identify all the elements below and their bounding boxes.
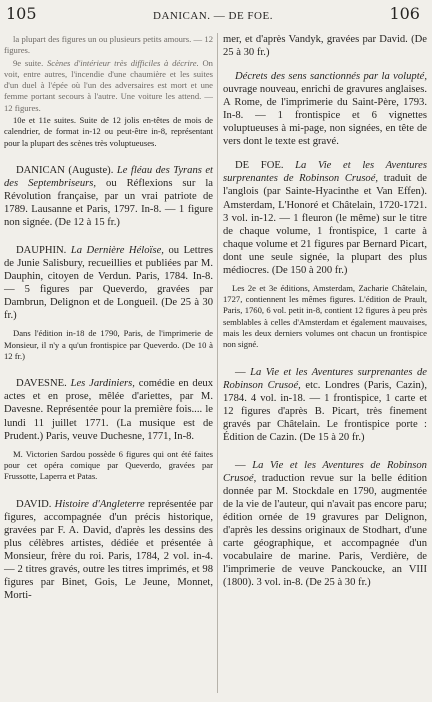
left-page-number: 105 [6, 4, 37, 23]
suite-9-prefix: 9e suite. [13, 57, 47, 68]
right-column [223, 33, 427, 589]
robinson-1784-dash: — [235, 366, 251, 378]
entry-davesne [4, 377, 213, 442]
danican-title: Le fléau des Tyrans et des Septembriseurs, [4, 164, 213, 190]
entry-suite-10-11 [4, 115, 213, 149]
page-header [6, 4, 420, 26]
david-description: représentée par figures, accompagnée d'un précis historique, gravées par F. A. David, d'après les dessins des plus célèbres artistes, dédiée et présentée à Monsieur, frère du roi. Paris, 1784, 2 vol. in-4. — 2 titres gravés, outre les titres imprimés, et 98 figures par Binet, Gois, Le Jeune, Monnet, Morti- [4, 498, 213, 601]
entry-robinson-1800 [223, 459, 427, 589]
danican-description: ou Réflexions sur la Révolution française, par un vrai patriote de 1789. Lausanne et Paris, 1797. In-8. — 1 figure non signée. (De 12 à 15 fr.) [4, 178, 213, 229]
david-title: Histoire d'Angleterre [51, 498, 145, 510]
entry-continuation [4, 34, 213, 57]
entry-dauphin [4, 244, 213, 322]
davesne-title: Les Jardiniers, [66, 378, 135, 390]
right-page-number: 106 [389, 4, 420, 23]
continuation-text: la plupart des figures un ou plusieurs petits amours. — 12 figures. [4, 34, 213, 56]
danican-author: DANICAN (Auguste). [16, 164, 114, 176]
entry-david [4, 498, 213, 602]
entry-robinson-1784 [223, 366, 427, 444]
entry-defoe [223, 159, 427, 276]
dauphin-title: La Dernière Héloïse, [66, 245, 164, 257]
robinson-1800-dash: — [235, 459, 253, 471]
david-author: DAVID. [16, 498, 52, 510]
dauphin-description: ou Lettres de Junie Salisbury, recueillies et publiées par M. Dauphin, citoyen de Verdun. Paris, 1784. In-8. — 5 figures par Queverdo, gravées par Dambrun, Delignon et de Longueil. (De 25 à 30 fr.) [4, 245, 213, 322]
dauphin-note: Dans l'édition in-18 de 1790, Paris, de l'imprimerie de Monsieur, il n'y a qu'un frontispice par Queverdo. (De 10 à 12 fr.) [4, 328, 213, 362]
davesne-note: M. Victorien Sardou possède 6 figures qui ont été faites pour cet opéra comique par Queverdo, gravées par Frussotte, Laperra et Patas. [4, 448, 213, 482]
suite-9-text: On voit, entre autres, l'incendie d'une chaumière et les suites d'un duel à l'épée où l'un des adversaires est mort et une femme portant secours à l'autre. Une voiture les attend. — 12 figures. [4, 57, 213, 113]
robinson-1800-title: La Vie et les Aventures de Robinson Crusoé, [223, 459, 427, 484]
decrets-title: Décrets des sens sanctionnés par la volupté, [235, 71, 427, 83]
davesne-author: DAVESNE. [16, 378, 67, 390]
robinson-1784-title: La Vie et les Aventures surprenantes de Robinson Crusoé, [223, 366, 427, 391]
robinson-1800-description: traduction revue sur la belle édition donnée par M. Stockdale en 1790, augmentée de la vie de l'auteur, qui n'avait pas encore paru; édition ornée de 19 gravures par Delignon, d'après les dessins originaux de Stodhart, d'une carte géographique, et accompagnée d'un vocabulaire de marine. Paris, Verdière, de l'imprimerie de veuve Panckoucke, an VIII (1800). 3 vol. in-8. (De 25 à 30 fr.) [223, 472, 427, 589]
left-column [4, 33, 213, 602]
robinson-1784-description: etc. Londres (Paris, Cazin), 1784. 4 vol. in-18. — 1 frontispice, 1 carte et 12 figures d'après B. Picart, très finement gravés par Châtelain. Le frontispice porte : Édition de Cazin. (De 15 à 20 fr.) [223, 379, 427, 443]
decrets-description: ouvrage nouveau, enrichi de gravures anglaises. A Rome, de l'imprimerie du Saint-Père, 1793. In-8. — 1 frontispice et 6 vignettes voluptueuses à mi-page, non signées, en tête de vers dont le texte est gravé. [223, 84, 427, 148]
suite-10-11-text: 10e et 11e suites. Suite de 12 jolis en-têtes de mois de calendrier, de format in-12 ou peut-être in-8, représentant pour la plupart des scènes très voluptueuses. [4, 115, 213, 148]
defoe-description: traduit de l'anglois (par Sainte-Hyacinthe et Van Effen). Amsterdam, L'Honoré et Châtelain, 1720-1721. 3 vol. in-12. — 1 fleuron (le même) sur le titre de chaque volume, 1 frontispice, 1 carte à chaque volume et 21 figures par Bernard Picart, dont une seule signée, la plupart des plus médiocres. (De 150 à 200 fr.) [223, 173, 427, 276]
entry-danican [4, 164, 213, 229]
defoe-author: DE FOE. [235, 160, 284, 172]
defoe-note: Les 2e et 3e éditions, Amsterdam, Zacharie Châtelain, 1727, contiennent les mêmes figures. L'édition de Prault, Paris, 1760, 6 vol. petit in-8, contient 12 figures à peu près semblables à celles d'Amsterdam et également mauvaises, mais les deux derniers volumes ont chacun un frontispice non signé. [223, 282, 427, 350]
entry-decrets [223, 70, 427, 148]
column-divider [217, 33, 218, 693]
entry-suite-9 [4, 58, 213, 114]
suite-9-title: Scènes d'intérieur très difficiles à décrire. [46, 57, 199, 68]
davesne-description: comédie en deux actes et en prose, mêlée d'ariettes, par M. Davesne. Représentée pour la première fois.... le lundi 11 juillet 1771. (La musique est de Prudent.) Paris, veuve Duchesne, 1771, In-8. [4, 378, 213, 442]
david-continuation: mer, et d'après Vandyk, gravées par David. (De 25 à 30 fr.) [223, 34, 427, 59]
running-head: DANICAN. — DE FOE. [153, 10, 273, 22]
dauphin-author: DAUPHIN. [16, 245, 67, 257]
defoe-title: La Vie et les Aventures surprenantes de Robinson Crusoé, [223, 160, 427, 185]
